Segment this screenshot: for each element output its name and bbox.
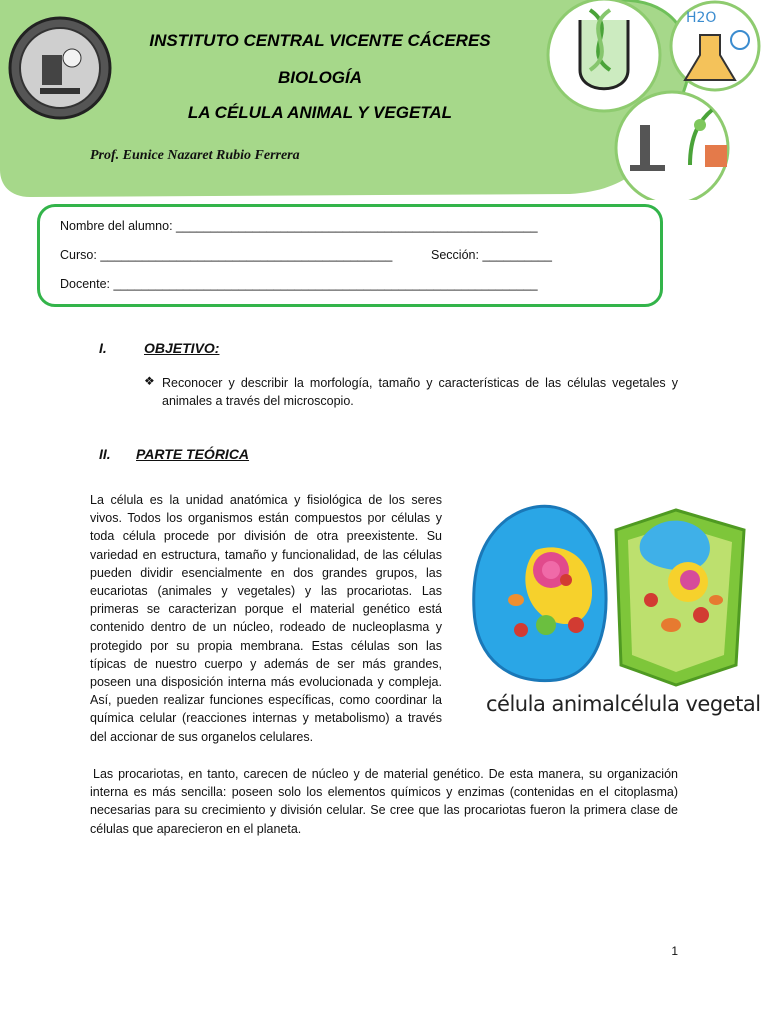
course-field	[60, 248, 392, 262]
microscope-plant-icon	[616, 92, 728, 200]
teacher-label: Docente:	[60, 277, 111, 291]
name-label: Nombre del alumno:	[60, 219, 173, 233]
plant-cell-image	[616, 510, 744, 685]
professor-name: Prof. Eunice Nazaret Rubio Ferrera	[90, 148, 300, 163]
bullet-diamond-icon: ❖	[144, 374, 155, 388]
theory-paragraph-1: La célula es la unidad anatómica y fisiológica de los seres vivos. Todos los organismos están compuestos por células y toda célula procede por división de otra preexistente. Su variedad en estructura, tamaño y funcionalidad, de las células pueden dividir esencialmente en dos grandes grupos, las eucariotas (animales y vegetales) y las procariotas. Las primeras se caracterizan porque el material genético está contenido dentro de un núcleo, rodeado de nucleoplasma y protegido por su propia membrana. Estas células son las típicas de nuestro cuerpo y además de ser más grandes, poseen una disposición interna más evolucionada y compleja. Así, pueden realizar funciones específicas, como coordinar la química celular (reacciones internas y metabolismo) a través del accionar de sus organelos celulares.	[90, 493, 442, 744]
section-field	[431, 248, 552, 262]
plant-cell-label: célula vegetal	[620, 692, 761, 716]
page-number: 1	[671, 944, 678, 958]
school-seal-logo	[10, 18, 110, 118]
course-blank[interactable]: __________________________________________	[100, 248, 393, 262]
header-banner	[0, 0, 768, 200]
name-field	[60, 219, 538, 233]
section-label: Sección:	[431, 248, 479, 262]
objective-text: Reconocer y describir la morfología, tamaño y características de las células vegetales y animales a través del microscopio.	[162, 376, 678, 409]
theory-paragraph-2: Las procariotas, en tanto, carecen de núcleo y de material genético. De esta manera, su organización interna es más sencilla: poseen solo los elementos químicos y enzimas (contenidas en el citoplasma) necesarias para su crecimiento y división celular. Se cree que las procariotas fueron la primera clase de células que aparecieron en el planeta.	[90, 767, 678, 836]
institution-title: INSTITUTO CENTRAL VICENTE CÁCERES	[149, 31, 491, 50]
animal-cell-label: célula animal	[486, 692, 620, 716]
section-2-title: PARTE TEÓRICA	[136, 446, 250, 462]
teacher-blank[interactable]: _____________________________________________________________	[113, 277, 538, 291]
h2o-badge-text: H2O	[686, 10, 717, 26]
topic-title: LA CÉLULA ANIMAL Y VEGETAL	[187, 103, 453, 122]
name-blank[interactable]: ____________________________________________________	[176, 219, 538, 233]
course-label: Curso:	[60, 248, 97, 262]
dna-flask-icon	[548, 0, 660, 111]
section-1-number: I.	[99, 340, 107, 356]
section-2-number: II.	[99, 446, 111, 462]
section-blank[interactable]: __________	[482, 248, 552, 262]
section-1-title: OBJETIVO:	[144, 340, 220, 356]
animal-cell-image	[474, 506, 606, 680]
chemistry-flask-icon	[671, 2, 759, 90]
teacher-field	[60, 277, 538, 291]
subject-title: BIOLOGÍA	[277, 68, 363, 87]
student-info-box	[37, 204, 663, 307]
